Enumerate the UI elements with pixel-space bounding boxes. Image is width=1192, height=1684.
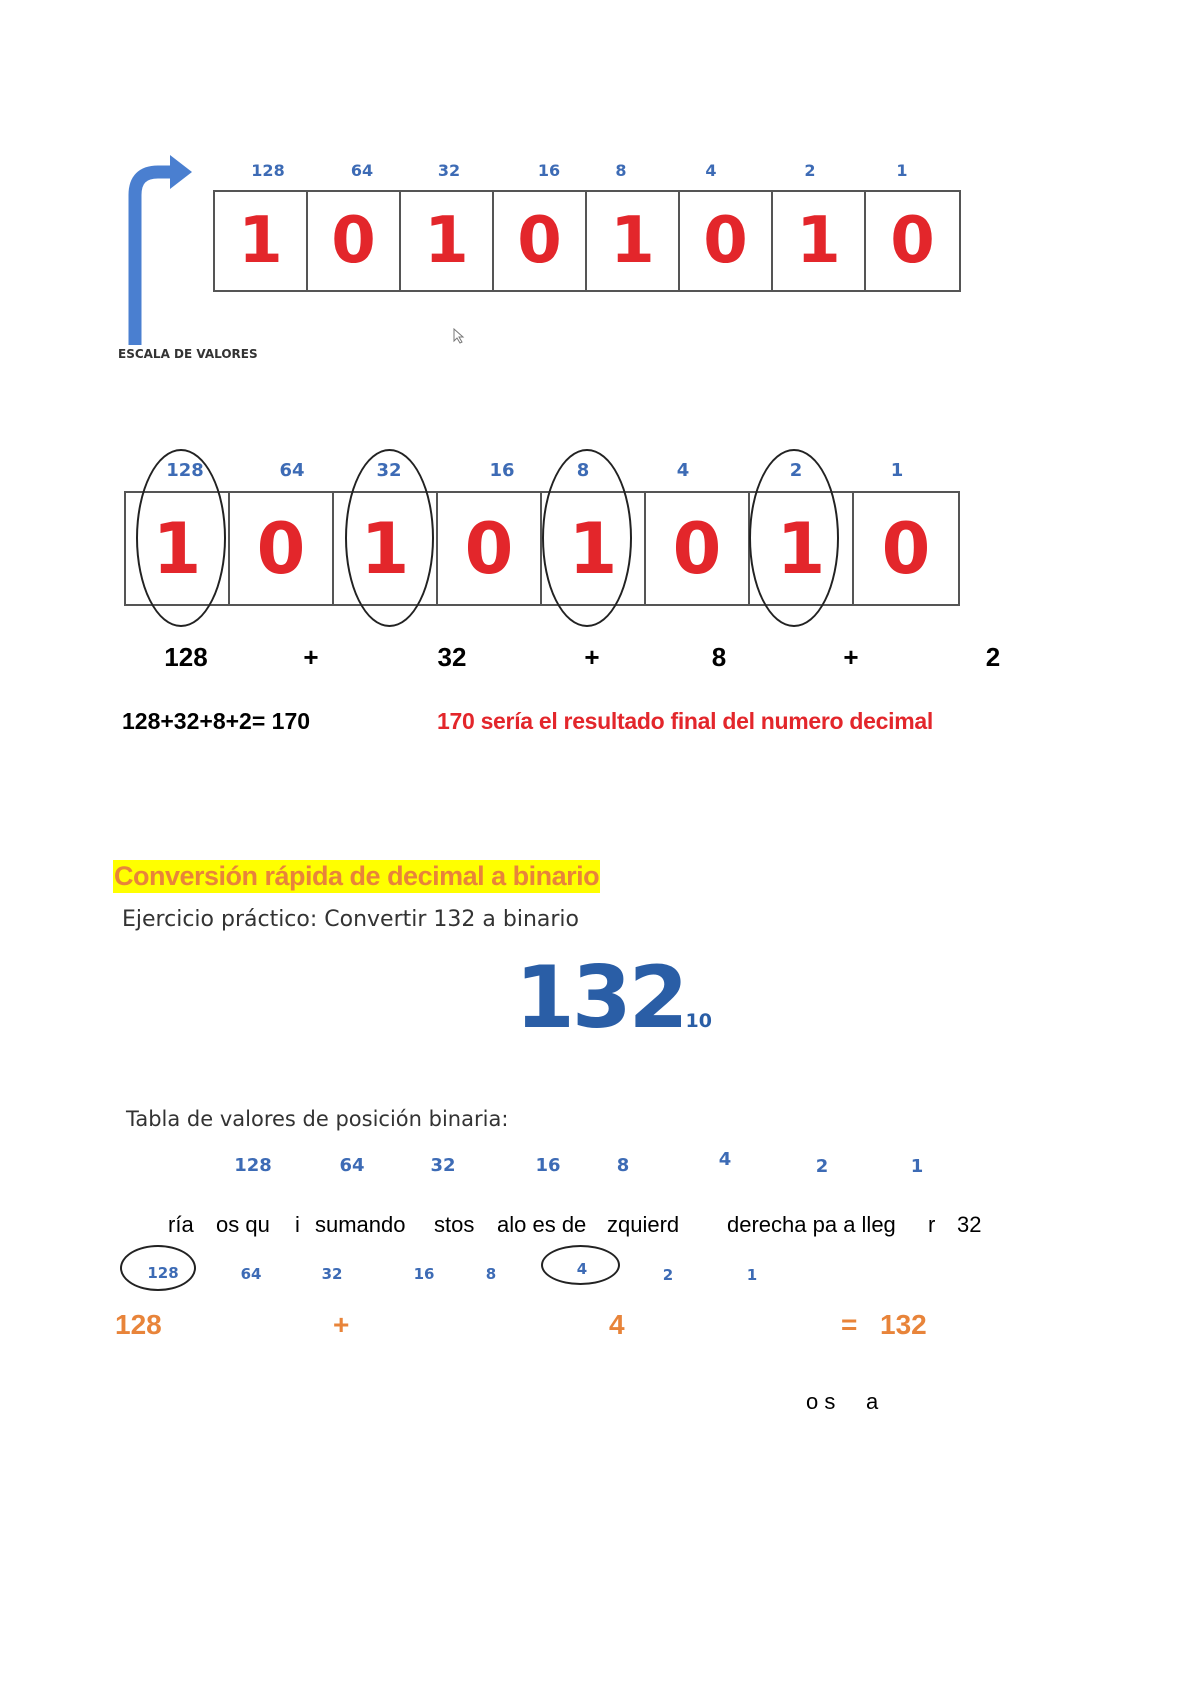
final-term: 132 [880, 1309, 927, 1340]
small-value: 4 [576, 1260, 588, 1278]
binary-digit: 1 [401, 192, 494, 290]
final-term: 4 [609, 1309, 625, 1340]
table-label: Tabla de valores de posición binaria: [126, 1107, 509, 1131]
binary-digit: 1 [773, 192, 866, 290]
text-fragment: r [928, 1212, 936, 1237]
small-value: 8 [485, 1265, 497, 1283]
base-subscript: 10 [685, 1010, 712, 1032]
binary-digit: 1 [126, 493, 230, 604]
value-label: 2 [804, 161, 816, 180]
value-label: 1 [896, 161, 908, 180]
cursor-icon [453, 328, 465, 344]
text-fragment: derecha pa a lleg [727, 1212, 896, 1237]
exercise-title: Ejercicio práctico: Convertir 132 a binario [122, 907, 579, 932]
final-term: + [333, 1309, 350, 1340]
value-label: 128 [251, 161, 285, 180]
sum-term: 8 [711, 642, 727, 672]
binary-digit: 1 [215, 192, 308, 290]
big-number-value: 132 [515, 948, 686, 1048]
binary-digit: 0 [230, 493, 334, 604]
binary-digit: 1 [750, 493, 854, 604]
value-label: 32 [430, 1155, 456, 1176]
sum-term: 32 [437, 642, 467, 672]
binary-digit: 0 [438, 493, 542, 604]
value-label: 2 [789, 460, 803, 481]
value-label: 1 [890, 460, 904, 481]
value-label: 4 [705, 161, 717, 180]
value-label: 128 [166, 460, 204, 481]
small-value: 64 [240, 1265, 262, 1283]
text-fragment: ría [168, 1212, 194, 1237]
value-label: 8 [616, 1155, 630, 1176]
value-label: 64 [279, 460, 305, 481]
text-fragment: alo es de [497, 1212, 587, 1237]
value-label: 4 [718, 1149, 732, 1170]
sum-equation: 128+32+8+2= 170 [122, 708, 311, 734]
text-fragment: sumando [315, 1212, 406, 1237]
value-label: 4 [676, 460, 690, 481]
value-label: 64 [339, 1155, 365, 1176]
text-fragment: o s [806, 1389, 836, 1414]
circle-4 [541, 1245, 620, 1285]
selection-oval [136, 449, 226, 627]
small-value: 16 [413, 1265, 435, 1283]
value-label: 16 [489, 460, 515, 481]
binary-digit: 0 [646, 493, 750, 604]
text-fragment: os qu [216, 1212, 270, 1237]
sum-term: 2 [985, 642, 1001, 672]
binary-digit: 0 [680, 192, 773, 290]
selection-oval [345, 449, 434, 627]
binary-digit: 0 [881, 507, 931, 590]
value-label: 16 [537, 161, 561, 180]
scale-label: ESCALA DE VALORES [118, 347, 258, 361]
text-fragment: a [866, 1389, 879, 1414]
binary-digit: 0 [494, 192, 587, 290]
sum-term: + [303, 642, 319, 672]
small-value: 128 [147, 1264, 179, 1282]
value-label: 2 [815, 1156, 829, 1177]
value-label: 32 [437, 161, 461, 180]
final-term: 128 [115, 1309, 162, 1340]
value-label: 16 [535, 1155, 561, 1176]
final-term: = [841, 1309, 858, 1340]
value-label: 8 [576, 460, 590, 481]
small-value: 1 [746, 1266, 758, 1284]
binary-grid-1 [213, 190, 961, 292]
sum-term: 128 [164, 642, 208, 672]
circle-128 [120, 1245, 196, 1291]
small-value: 2 [662, 1266, 674, 1284]
binary-digit: 1 [542, 493, 646, 604]
text-fragment: 32 [957, 1212, 982, 1237]
value-label: 32 [376, 460, 402, 481]
section-heading: Conversión rápida de decimal a binario [114, 861, 600, 891]
binary-digit: 1 [334, 493, 438, 604]
curved-arrow-icon [120, 150, 200, 350]
value-label: 8 [615, 161, 627, 180]
value-label: 1 [910, 1156, 924, 1177]
binary-digit: 0 [308, 192, 401, 290]
value-label: 64 [350, 161, 374, 180]
text-fragment: i [295, 1212, 300, 1237]
binary-digit: 0 [890, 204, 935, 278]
big-number [515, 948, 712, 1048]
value-label: 128 [234, 1155, 272, 1176]
text-fragment: zquierd [607, 1212, 680, 1237]
selection-oval [749, 449, 839, 627]
sum-term: + [843, 642, 859, 672]
binary-digit: 1 [587, 192, 680, 290]
text-fragment: stos [434, 1212, 475, 1237]
sum-term: + [584, 642, 600, 672]
result-note: 170 sería el resultado final del numero decimal [437, 708, 933, 734]
selection-oval [542, 449, 632, 627]
small-value: 32 [321, 1265, 343, 1283]
